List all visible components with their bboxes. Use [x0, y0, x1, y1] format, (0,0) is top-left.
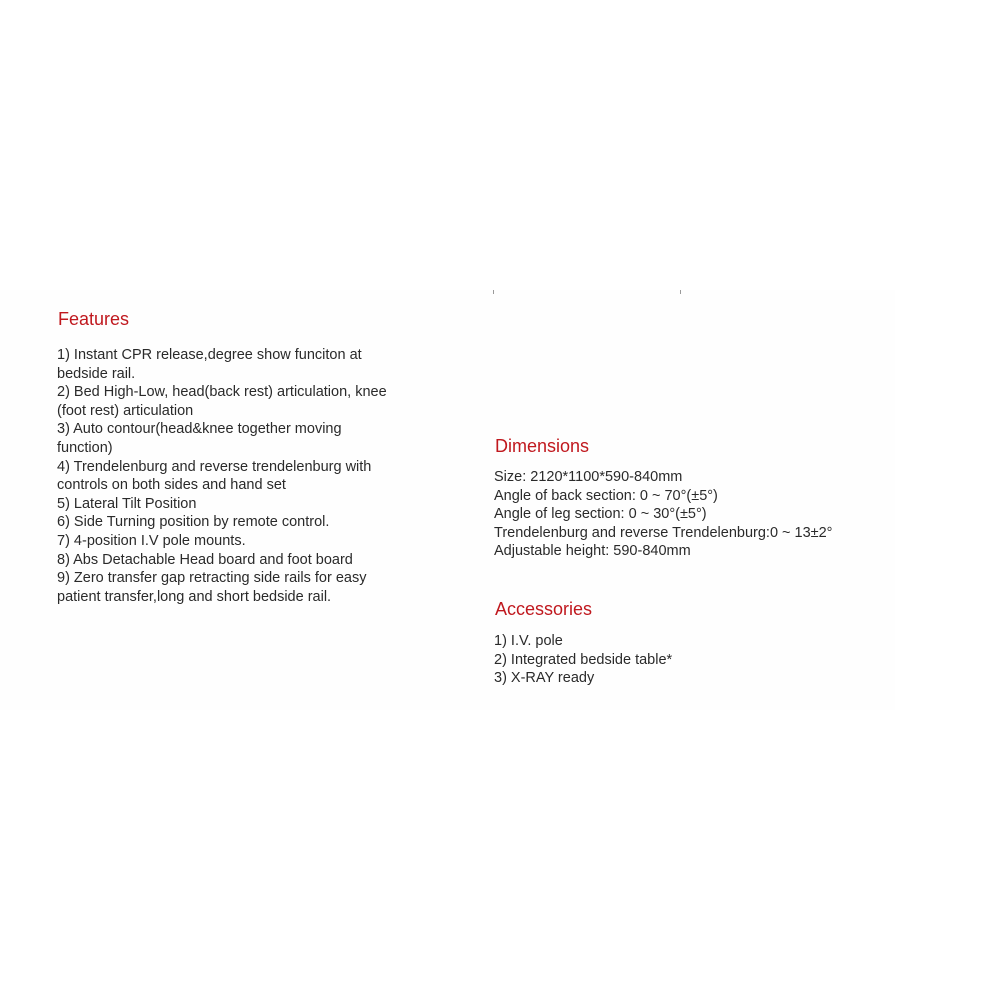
- features-line: 2) Bed High-Low, head(back rest) articulation, knee: [57, 384, 387, 401]
- accessories-line: 3) X-RAY ready: [494, 670, 595, 687]
- dimensions-line: Adjustable height: 590-840mm: [494, 543, 691, 560]
- features-line: 3) Auto contour(head&knee together moving: [57, 421, 342, 438]
- dimensions-line: Angle of back section: 0 ~ 70°(±5°): [494, 487, 718, 504]
- accessories-list: [494, 632, 672, 688]
- features-line: 1) Instant CPR release,degree show funciton at: [57, 347, 362, 363]
- features-line: 8) Abs Detachable Head board and foot board: [57, 551, 353, 568]
- dimensions-list: [494, 468, 832, 561]
- features-heading: Features: [58, 309, 130, 329]
- features-line: controls on both sides and hand set: [57, 477, 286, 494]
- features-line: bedside rail.: [57, 365, 136, 382]
- features-line: 4) Trendelenburg and reverse trendelenburg with: [57, 458, 372, 475]
- features-line: 7) 4-position I.V pole mounts.: [57, 532, 246, 549]
- divider-tick: [493, 290, 494, 294]
- accessories-line: 2) Integrated bedside table*: [494, 651, 673, 668]
- features-line: (foot rest) articulation: [57, 402, 194, 419]
- features-line: 9) Zero transfer gap retracting side rails for easy: [57, 570, 367, 587]
- dimensions-line: Angle of leg section: 0 ~ 30°(±5°): [494, 506, 707, 523]
- dimensions-heading: Dimensions: [495, 436, 590, 456]
- dimensions-line: Trendelenburg and reverse Trendelenburg:0 ~ 13±2°: [494, 524, 833, 541]
- features-line: function): [57, 439, 113, 456]
- dimensions-line: Size: 2120*1100*590-840mm: [494, 469, 683, 485]
- accessories-line: 1) I.V. pole: [494, 633, 563, 649]
- features-line: 6) Side Turning position by remote control.: [57, 514, 330, 531]
- features-line: 5) Lateral Tilt Position: [57, 495, 197, 512]
- accessories-heading: Accessories: [495, 599, 593, 619]
- divider-tick: [680, 290, 681, 294]
- features-list: [57, 346, 387, 606]
- features-line: patient transfer,long and short bedside rail.: [57, 588, 332, 605]
